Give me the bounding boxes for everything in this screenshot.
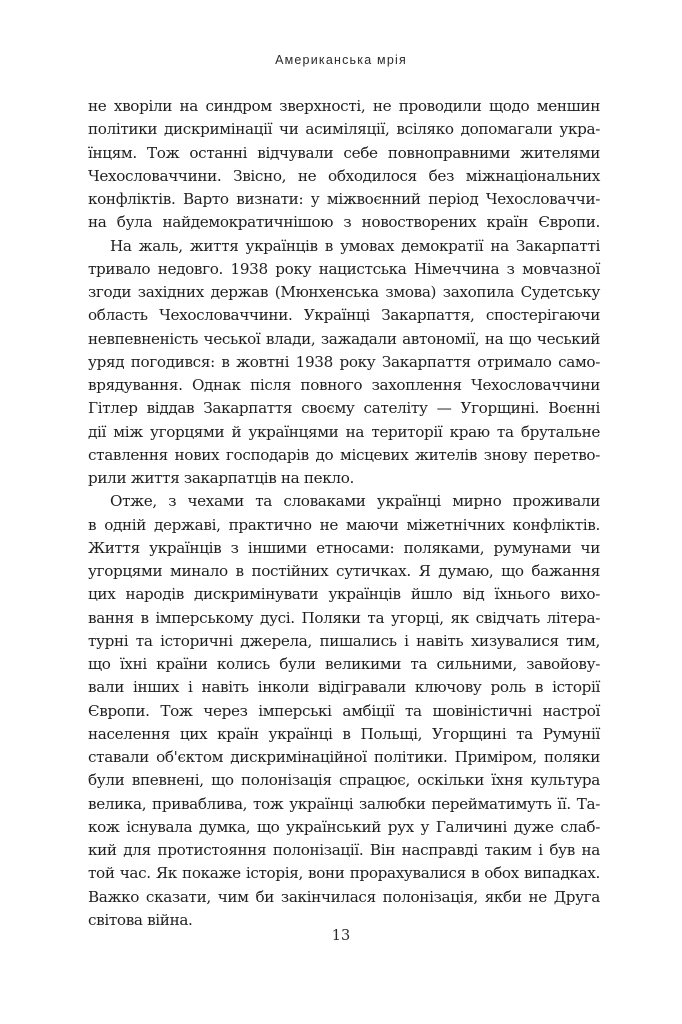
text-line: не хворіли на синдром зверхності, не проводили щодо меншин <box>88 97 600 115</box>
text-line: ставлення нових господарів до місцевих жителів знову перетво- <box>88 445 600 464</box>
text-line: кож існувала думка, що український рух у Галичині дуже слаб- <box>88 817 600 836</box>
paragraph-1 <box>88 95 600 235</box>
text-line: Життя українців з іншими етносами: поляками, румунами чи <box>88 538 600 557</box>
text-line: на була найдемократичнішою з новостворених країн Європи. <box>88 213 600 232</box>
text-line: політики дискримінації чи асиміляції, всіляко допомагали укра- <box>88 120 600 139</box>
text-line: вання в імперському дусі. Поляки та угорці, як свідчать літера- <box>88 608 600 627</box>
text-line: світова війна. <box>88 910 193 929</box>
text-line: уряд погодився: в жовтні 1938 року Закарпаття отримало само- <box>88 352 600 371</box>
running-head: Американська мрія <box>275 53 407 67</box>
text-line: що їхні країни колись були великими та сильними, завойову- <box>88 655 600 673</box>
text-line: в одній державі, практично не маючи міжетнічних конфліктів. <box>88 515 600 534</box>
text-line: були впевнені, що полонізація спрацює, оскільки їхня культура <box>88 771 600 790</box>
paragraph-2 <box>88 235 600 491</box>
text-line: той час. Як покаже історія, вони прорахувалися в обох випадках. <box>88 864 600 883</box>
text-line: область Чехословаччини. Українці Закарпаття, спостерігаючи <box>88 306 600 325</box>
text-line: врядування. Однак після повного захоплення Чехословаччини <box>88 376 600 394</box>
text-line: згоди західних держав (Мюнхенська змова) захопила Судетську <box>88 283 600 301</box>
text-line: Важко сказати, чим би закінчилася полонізація, якби не Друга <box>88 887 600 906</box>
text-line: На жаль, життя українців в умовах демократії на Закарпатті <box>110 236 600 255</box>
page-number: 13 <box>331 928 351 944</box>
text-line: рили життя закарпатців на пекло. <box>88 469 354 487</box>
text-line: турні та історичні джерела, пишались і навіть хизувалися тим, <box>88 631 600 650</box>
text-line: кий для протистояння полонізації. Він насправді таким і був на <box>88 841 600 859</box>
text-line: їнцям. Тож останні відчували себе повноправними жителями <box>88 143 600 162</box>
text-line: Чехословаччини. Звісно, не обходилося без міжнаціональних <box>88 166 600 185</box>
text-line: дії між угорцями й українцями на території краю та брутальне <box>88 422 600 441</box>
text-line: Отже, з чехами та словаками українці мирно проживали <box>110 492 600 511</box>
text-line: велика, приваблива, тож українці залюбки перейматимуть її. Та- <box>88 794 600 813</box>
text-line: тривало недовго. 1938 року нацистська Німеччина з мовчазної <box>88 259 600 278</box>
text-line: населення цих країн українці в Польщі, Угорщині та Румунії <box>88 724 600 743</box>
paragraph-3 <box>88 490 600 932</box>
text-line: цих народів дискримінувати українців йшло від їхнього вихо- <box>88 585 600 604</box>
text-line: вали інших і навіть інколи відігравали ключову роль в історії <box>88 678 600 697</box>
text-line: Гітлер віддав Закарпаття своєму сателіту — Угорщині. Воєнні <box>88 399 600 418</box>
text-line: Європи. Тож через імперські амбіції та шовіністичні настрої <box>88 701 600 720</box>
text-line: невпевненість чеської влади, зажадали автономії, на що чеський <box>88 329 600 348</box>
text-line: угорцями минало в постійних сутичках. Я думаю, що бажання <box>88 562 600 580</box>
text-line: ставали об'єктом дискримінаційної політики. Приміром, поляки <box>88 748 600 766</box>
text-line: конфліктів. Варто визнати: у міжвоєнний період Чехословаччи- <box>88 190 600 208</box>
body-text <box>88 95 600 932</box>
